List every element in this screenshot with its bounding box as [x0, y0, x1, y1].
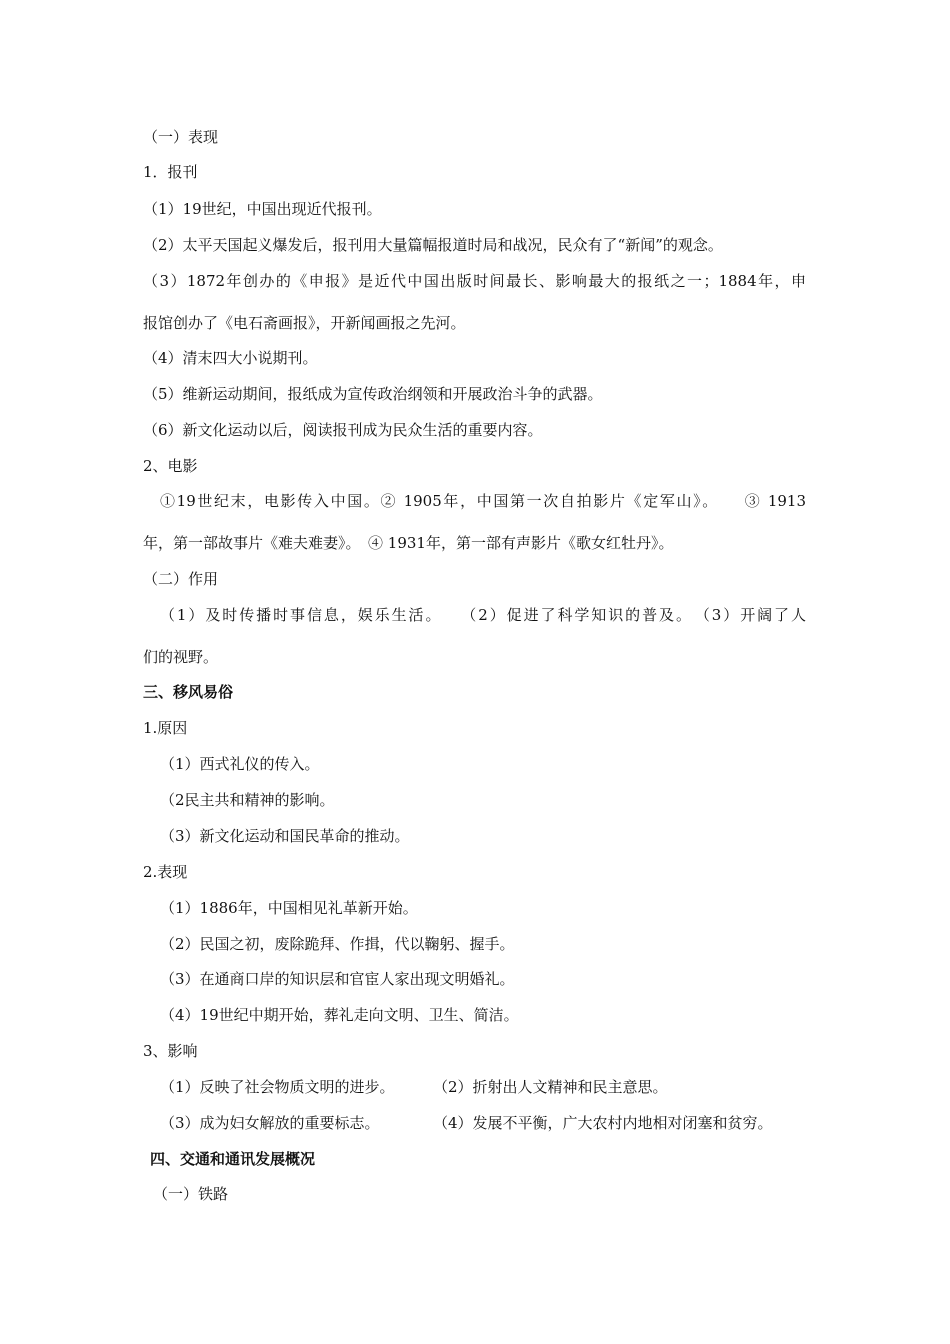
paragraph-line: （4）19世纪中期开始，葬礼走向文明、卫生、简洁。	[160, 1006, 519, 1024]
subheading-newspapers: 1．报刊	[143, 163, 198, 181]
paragraph-line: （1）西式礼仪的传入。	[160, 755, 320, 773]
paragraph-line: （3）1872年创办的《申报》是近代中国出版时间最长、影响最大的报纸之一；1884年，申	[143, 272, 806, 290]
paragraph-line: （3）新文化运动和国民革命的推动。	[160, 827, 410, 845]
paragraph-line: 年，第一部故事片《难夫难妻》。 ④ 1931年，第一部有声影片《歌女红牡丹》。	[143, 534, 674, 552]
paragraph-line: （4）清末四大小说期刊。	[143, 349, 318, 367]
paragraph-line: （1）及时传播时事信息，娱乐生活。 （2）促进了科学知识的普及。 （3）开阔了人	[160, 606, 806, 624]
paragraph-line: 报馆创办了《电石斋画报》，开新闻画报之先河。	[143, 314, 466, 332]
chapter-heading-customs: 三、移风易俗	[143, 683, 234, 701]
paragraph-line: 们的视野。	[143, 648, 219, 666]
paragraph-line: （2民主共和精神的影响。	[160, 791, 335, 809]
subheading-film: 2、电影	[143, 457, 198, 475]
influence-item-2: （2）折射出人文精神和民主意思。	[433, 1078, 668, 1096]
section-heading-manifestation: （一）表现	[143, 128, 219, 146]
section-heading-railway: （一）铁路	[153, 1185, 229, 1203]
section-heading-effect: （二）作用	[143, 570, 219, 588]
influence-item-3: （3）成为妇女解放的重要标志。	[160, 1114, 380, 1132]
subheading-manifestation: 2.表现	[143, 863, 188, 881]
paragraph-line: （1）1886年，中国相见礼革新开始。	[160, 899, 418, 917]
subheading-influence: 3、影响	[143, 1042, 198, 1060]
paragraph-line: （2）太平天国起义爆发后，报刊用大量篇幅报道时局和战况，民众有了“新闻”的观念。	[143, 236, 723, 254]
chapter-heading-transport: 四、交通和通讯发展概况	[150, 1150, 316, 1168]
paragraph-line: （2）民国之初，废除跪拜、作揖，代以鞠躬、握手。	[160, 935, 515, 953]
paragraph-line: （6）新文化运动以后，阅读报刊成为民众生活的重要内容。	[143, 421, 543, 439]
subheading-causes: 1.原因	[143, 719, 188, 737]
paragraph-line: （3）在通商口岸的知识层和官宦人家出现文明婚礼。	[160, 970, 515, 988]
paragraph-line: （5）维新运动期间，报纸成为宣传政治纲领和开展政治斗争的武器。	[143, 385, 603, 403]
influence-item-4: （4）发展不平衡，广大农村内地相对闭塞和贫穷。	[433, 1114, 773, 1132]
paragraph-line: （1）19世纪，中国出现近代报刊。	[143, 200, 382, 218]
paragraph-line: ①19世纪末，电影传入中国。② 1905年，中国第一次自拍影片《定军山》。 ③ 1913	[160, 492, 806, 510]
influence-item-1: （1）反映了社会物质文明的进步。	[160, 1078, 395, 1096]
